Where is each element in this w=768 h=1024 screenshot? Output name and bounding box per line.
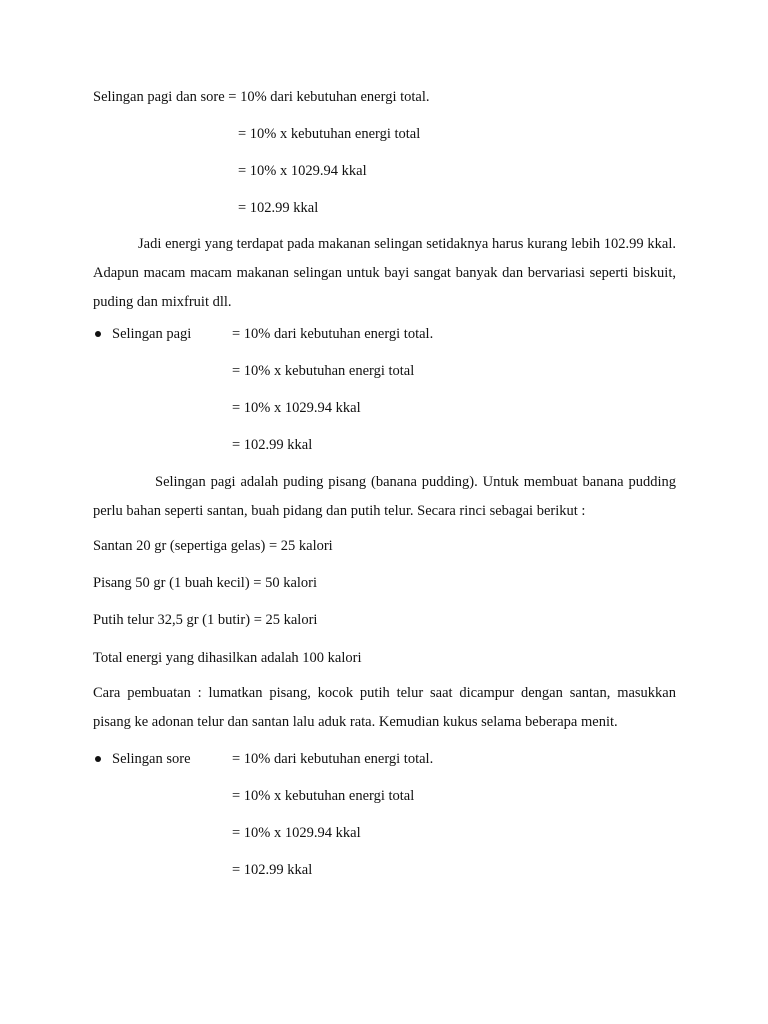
paragraph-banana-pudding-text: Selingan pagi adalah puding pisang (banana pudding). Untuk membuat banana pudding perlu bahan seperti santan, buah pidang dan putih telur. Secara rinci sebagai berikut : (93, 474, 676, 519)
intro-line-2: = 10% x kebutuhan energi total (238, 126, 421, 142)
bullet-pagi (95, 331, 101, 337)
pagi-eq-4: = 102.99 kkal (232, 437, 313, 453)
sore-eq-3: = 10% x 1029.94 kkal (232, 825, 361, 841)
intro-line-3: = 10% x 1029.94 kkal (238, 163, 367, 179)
ingredient-pisang: Pisang 50 gr (1 buah kecil) = 50 kalori (93, 575, 318, 591)
pagi-eq-2: = 10% x kebutuhan energi total (232, 363, 415, 379)
ingredient-putih-telur: Putih telur 32,5 gr (1 butir) = 25 kalori (93, 612, 318, 628)
paragraph-energi-text: Jadi energi yang terdapat pada makanan selingan setidaknya harus kurang lebih 102.99 kkal. Adapun macam macam makanan selingan untuk bayi sangat banyak dan bervariasi seperti biskuit, puding dan mixfruit dll. (93, 236, 676, 310)
intro-line-1: Selingan pagi dan sore = 10% dari kebutuhan energi total. (93, 89, 430, 105)
sore-label: Selingan sore (112, 751, 191, 767)
paragraph-cara-pembuatan (93, 679, 676, 737)
total-energi: Total energi yang dihasilkan adalah 100 kalori (93, 650, 362, 666)
paragraph-energi (93, 230, 676, 317)
paragraph-banana-pudding (93, 468, 676, 526)
pagi-label: Selingan pagi (112, 326, 192, 342)
paragraph-cara-pembuatan-text: Cara pembuatan : lumatkan pisang, kocok putih telur saat dicampur dengan santan, masukkan pisang ke adonan telur dan santan lalu aduk rata. Kemudian kukus selama beberapa menit. (93, 685, 676, 730)
intro-line-4: = 102.99 kkal (238, 200, 319, 216)
pagi-eq-1: = 10% dari kebutuhan energi total. (232, 326, 434, 342)
pagi-eq-3: = 10% x 1029.94 kkal (232, 400, 361, 416)
sore-eq-2: = 10% x kebutuhan energi total (232, 788, 415, 804)
ingredient-santan: Santan 20 gr (sepertiga gelas) = 25 kalori (93, 538, 333, 554)
sore-eq-4: = 102.99 kkal (232, 862, 313, 878)
bullet-sore (95, 756, 101, 762)
sore-eq-1: = 10% dari kebutuhan energi total. (232, 751, 434, 767)
